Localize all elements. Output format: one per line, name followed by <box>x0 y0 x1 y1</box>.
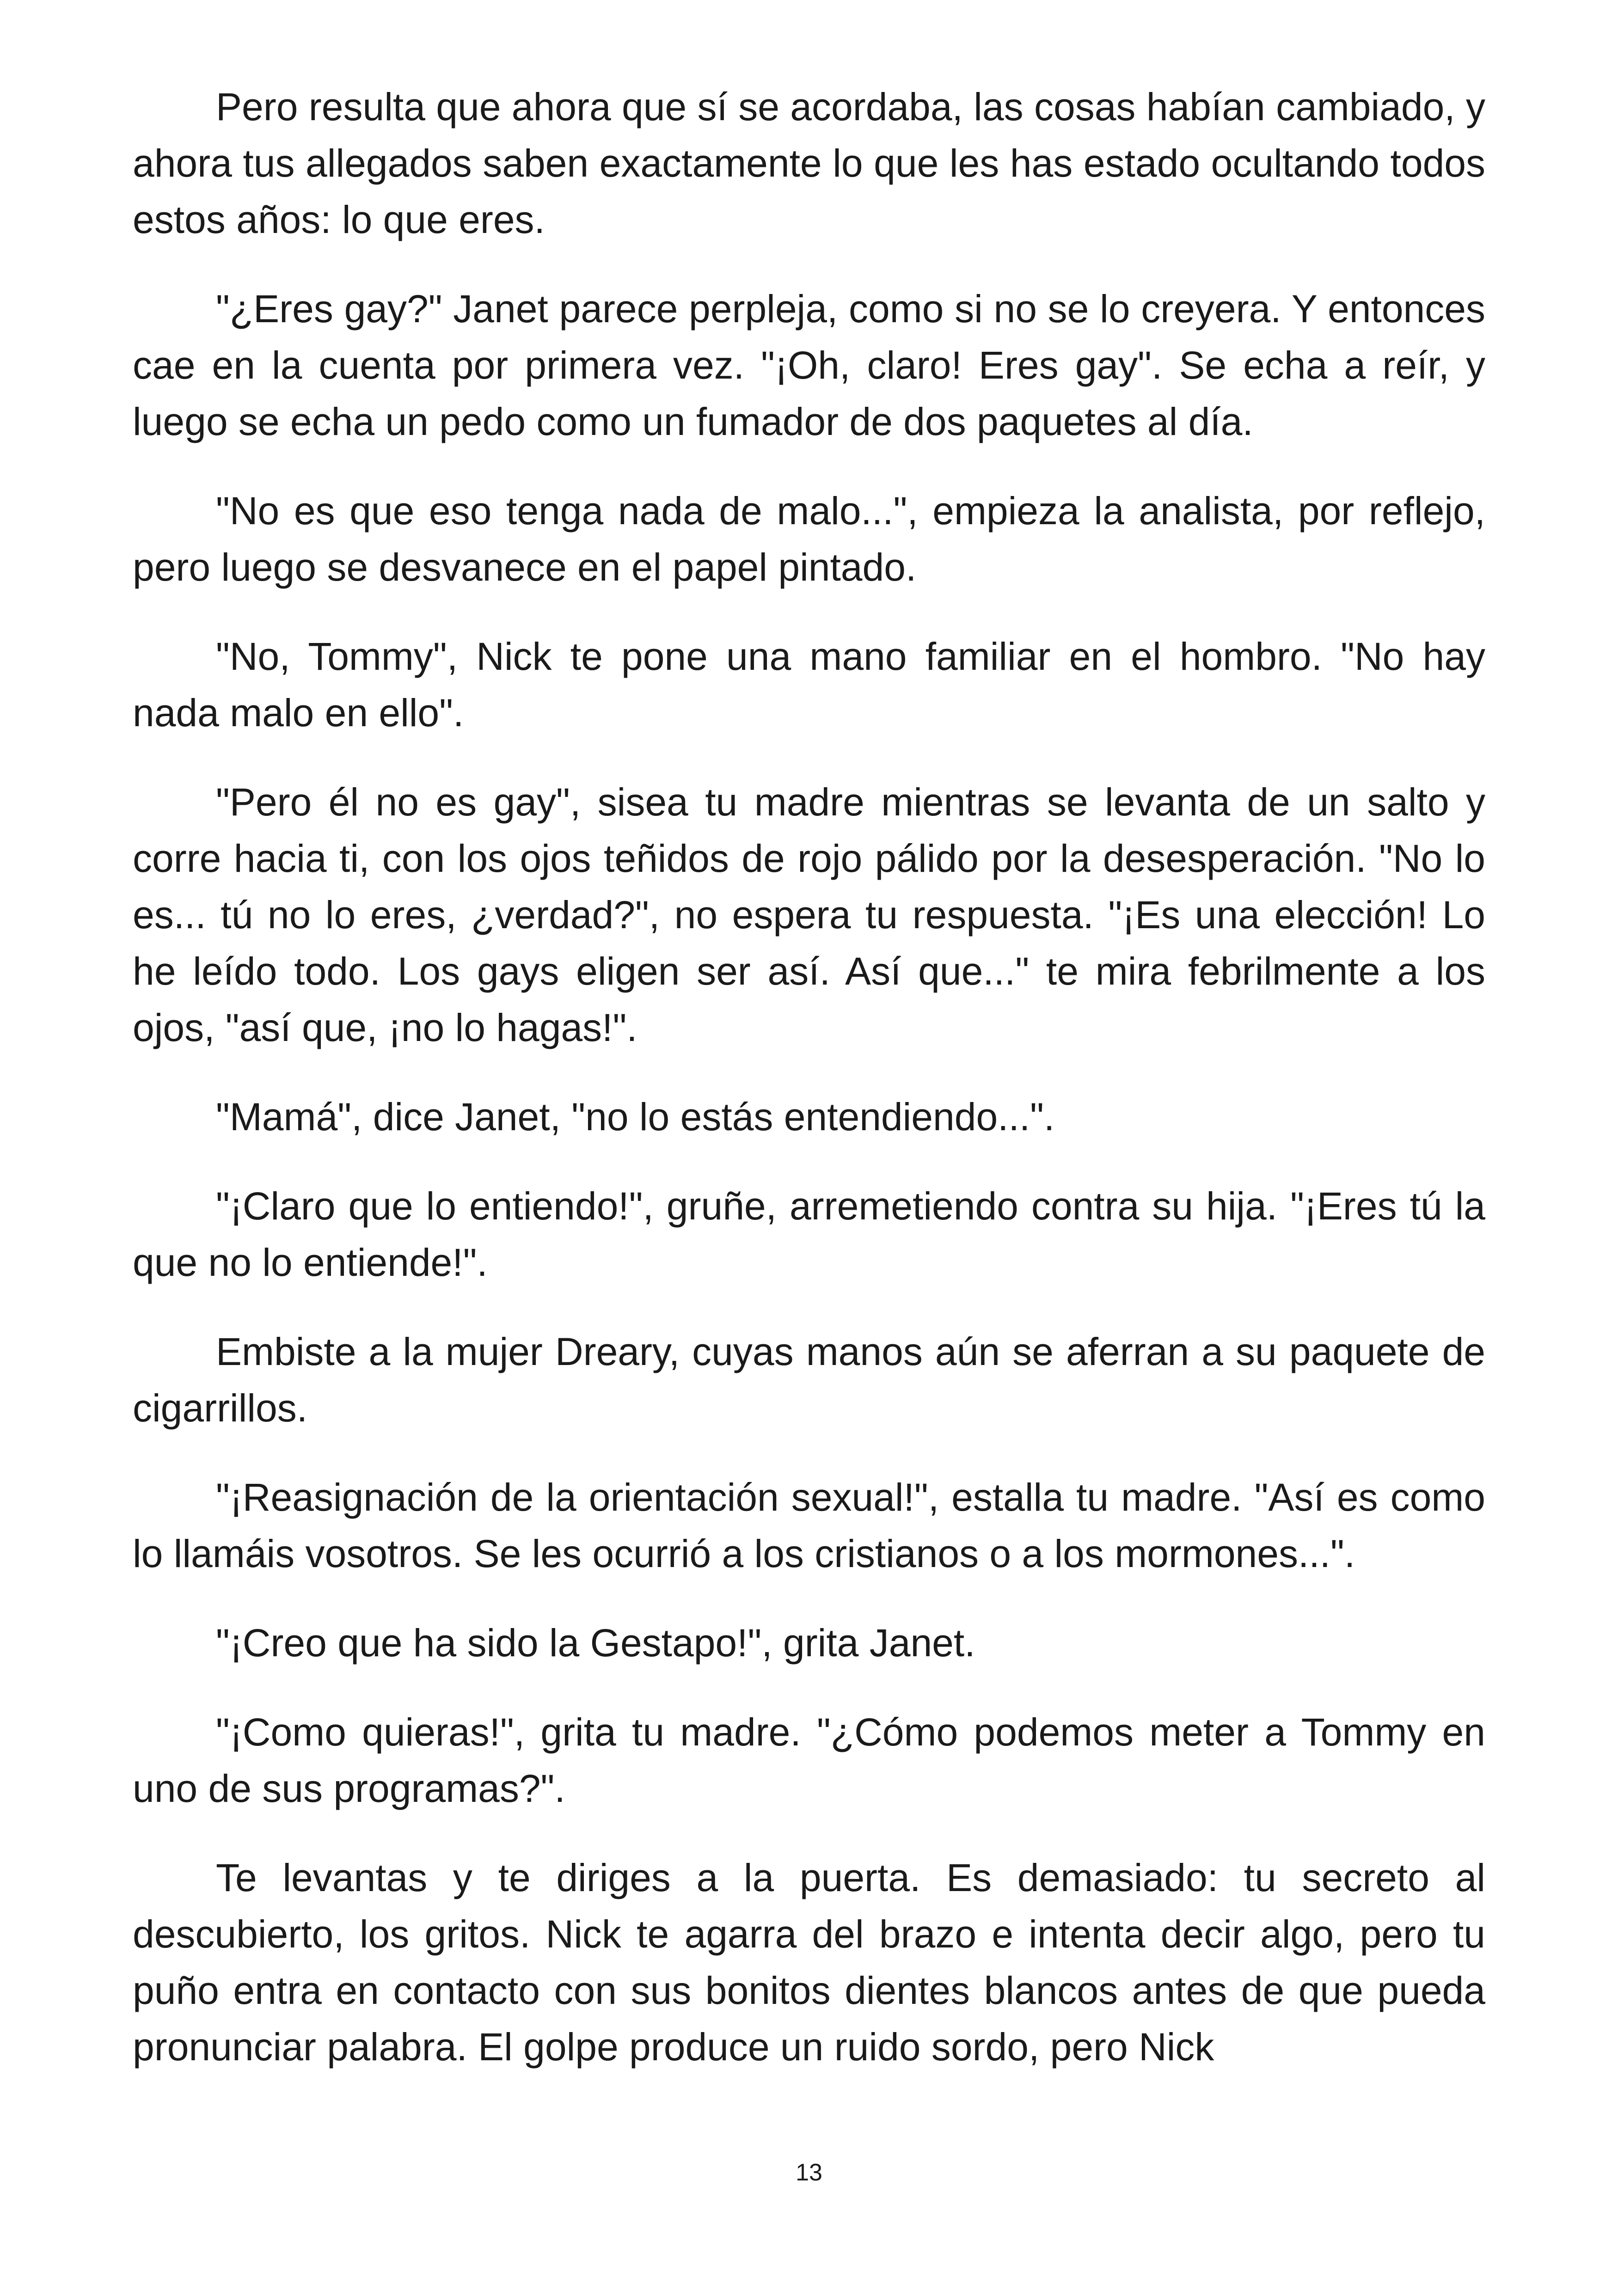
paragraph-6: "Mamá", dice Janet, "no lo estás entendiendo...". <box>216 1095 1055 1139</box>
paragraph-11: "¡Como quieras!", grita tu madre. "¿Cómo podemos meter a Tommy en uno de sus programas?". <box>133 1710 1485 1810</box>
paragraph-8: Embiste a la mujer Dreary, cuyas manos aún se aferran a su paquete de cigarrillos. <box>133 1330 1485 1430</box>
paragraph-12: Te levantas y te diriges a la puerta. Es demasiado: tu secreto al descubierto, los gritos. Nick te agarra del brazo e intenta decir algo, pero tu puño entra en contacto con sus bonitos dientes blancos antes de que pueda pronunciar palabra. El golpe produce un ruido sordo, pero Nick <box>133 1856 1485 2069</box>
paragraph-3: "No es que eso tenga nada de malo...", empieza la analista, por reflejo, pero luego se desvanece en el papel pintado. <box>133 489 1485 589</box>
paragraph-4: "No, Tommy", Nick te pone una mano familiar en el hombro. "No hay nada malo en ello". <box>133 635 1485 735</box>
paragraph-7: "¡Claro que lo entiendo!", gruñe, arremetiendo contra su hija. "¡Eres tú la que no lo entiende!". <box>133 1184 1485 1284</box>
page-number: 13 <box>796 2159 822 2186</box>
paragraph-9: "¡Reasignación de la orientación sexual!", estalla tu madre. "Así es como lo llamáis vosotros. Se les ocurrió a los cristianos o a los mormones...". <box>133 1476 1485 1575</box>
body-text <box>133 79 1485 2075</box>
paragraph-10: "¡Creo que ha sido la Gestapo!", grita Janet. <box>216 1621 975 1665</box>
paragraph-1: Pero resulta que ahora que sí se acordaba, las cosas habían cambiado, y ahora tus allegados saben exactamente lo que les has estado ocultando todos estos años: lo que eres. <box>133 85 1485 241</box>
paragraph-5: "Pero él no es gay", sisea tu madre mientras se levanta de un salto y corre hacia ti, con los ojos teñidos de rojo pálido por la desesperación. "No lo es... tú no lo eres, ¿verdad?", no espera tu respuesta. "¡Es una elección! Lo he leído todo. Los gays eligen ser así. Así que..." te mira febrilmente a los ojos, "así que, ¡no lo hagas!". <box>133 780 1485 1049</box>
paragraph-2: "¿Eres gay?" Janet parece perpleja, como si no se lo creyera. Y entonces cae en la cuenta por primera vez. "¡Oh, claro! Eres gay". Se echa a reír, y luego se echa un pedo como un fumador de dos paquetes al día. <box>133 287 1485 443</box>
